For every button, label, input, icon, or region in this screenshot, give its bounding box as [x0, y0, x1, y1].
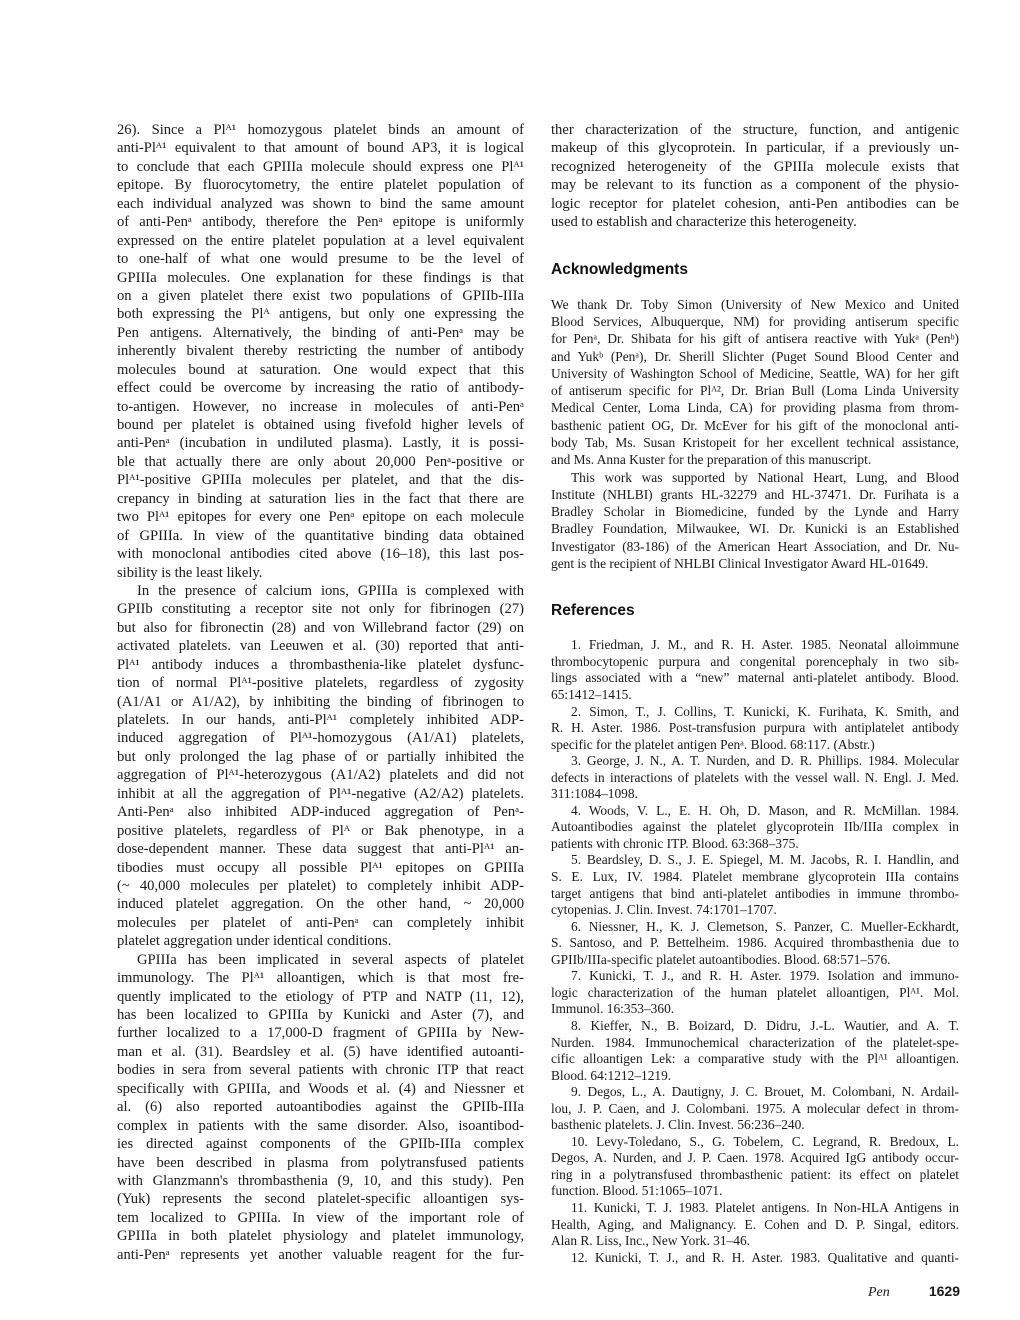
- references-list: [551, 637, 959, 1266]
- text-line: to one-half of what one would presume to be the level of: [117, 251, 524, 268]
- text-line: epitope. By fluorocytometry, the entire platelet population of: [117, 177, 524, 194]
- text-line: function. Blood. 51:1065–1071.: [551, 1183, 723, 1199]
- text-line: with monoclonal antibodies cited above (16–18), this last pos-: [117, 546, 524, 563]
- text-line: lou, J. P. Caen, and J. Colombani. 1975. A molecular defect in throm-: [551, 1100, 959, 1116]
- text-line: inhibit at all the aggregation of Plᴬ¹-negative (A2/A2) platelets.: [117, 785, 524, 802]
- text-line: gent is the recipient of NHLBI Clinical Investigator Award HL-01649.: [551, 556, 929, 572]
- text-line: GPIIb constituting a receptor site not only for fibrinogen (27): [117, 601, 524, 618]
- reference-item: [551, 1250, 959, 1267]
- right-column: [551, 121, 959, 1266]
- text-line: sibility is the least likely.: [117, 564, 263, 581]
- text-line: crepancy in binding at saturation lies in the fact that there are: [117, 490, 524, 507]
- text-line: R. H. Aster. 1986. Post-transfusion purpura with antiplatelet antibody: [551, 720, 959, 736]
- text-line: of antiserum specific for Plᴬ², Dr. Brian Bull (Loma Linda University: [551, 383, 959, 399]
- text-line: dose-dependent manner. These data suggest that anti-Plᴬ¹ an-: [117, 841, 524, 858]
- text-line: Medical Center, Loma Linda, CA) for providing plasma from throm-: [551, 400, 959, 416]
- text-line: target antigens that bind anti-platelet antibodies in immune thrombo-: [551, 885, 959, 901]
- text-line: cytopenias. J. Clin. Invest. 74:1701–1707.: [551, 902, 777, 918]
- paragraph: [551, 469, 959, 573]
- reference-item: [551, 704, 959, 754]
- text-line: inherently bivalent thereby restricting the number of antibody: [117, 343, 524, 360]
- text-line: ther characterization of the structure, function, and antigenic: [551, 122, 959, 138]
- text-line: bodies in sera from several patients with chronic ITP that react: [117, 1062, 524, 1079]
- text-line: defects in interactions of platelets with the vessel wall. N. Engl. J. Med.: [551, 769, 959, 785]
- reference-item: [551, 1018, 959, 1084]
- text-line: 11. Kunicki, T. J. 1983. Platelet antigens. In Non-HLA Antigens in: [571, 1199, 959, 1215]
- text-line: and Ms. Anna Kuster for the preparation of this manuscript.: [551, 452, 872, 468]
- text-line: immunology. The Plᴬ¹ alloantigen, which is that most fre-: [117, 970, 524, 987]
- text-line: and Yukᵇ (Penᵃ), Dr. Sherill Slichter (Puget Sound Blood Center and: [551, 348, 959, 364]
- text-line: Blood Services, Albuquerque, NM) for providing antiserum specific: [551, 313, 959, 329]
- text-line: tion of normal Plᴬ¹-positive platelets, regardless of zygosity: [117, 675, 524, 692]
- text-line: 6. Niessner, H., K. J. Clemetson, S. Panzer, C. Mueller-Eckhardt,: [571, 918, 959, 934]
- text-line: Plᴬ¹-positive GPIIIa molecules per platelet, and that the dis-: [117, 472, 524, 489]
- text-line: two Plᴬ¹ epitopes for every one Penᵃ epitope on each molecule: [117, 509, 524, 526]
- text-line: activated platelets. van Leeuwen et al. (30) reported that anti-: [117, 638, 524, 655]
- text-line: but only prolonged the lag phase of or partially inhibited the: [117, 748, 524, 765]
- text-line: to-antigen. However, no increase in molecules of anti-Penᵃ: [117, 398, 524, 415]
- text-line: 3. George, J. N., A. T. Nurden, and D. R. Phillips. 1984. Molecular: [571, 753, 959, 769]
- text-line: Pen antigens. Alternatively, the binding of anti-Penᵃ may be: [117, 324, 524, 341]
- text-line: 65:1412–1415.: [551, 687, 632, 703]
- text-line: both expressing the Plᴬ antigens, but only one expressing the: [117, 306, 524, 323]
- text-line: Health, Aging, and Malignancy. E. Cohen and D. P. Singal, editors.: [551, 1216, 959, 1232]
- text-line: Autoantibodies against the platelet glycoprotein IIb/IIIa complex in: [551, 819, 959, 835]
- text-line: thrombocytopenic purpura and congenital porencephaly in two sib-: [551, 653, 959, 669]
- text-line: 4. Woods, V. L., E. H. Oh, D. Mason, and R. McMillan. 1984.: [571, 802, 959, 818]
- reference-item: [551, 919, 959, 969]
- paragraph: [117, 951, 524, 1264]
- text-line: logic receptor for platelet cohesion, anti-Pen antibodies can be: [551, 195, 959, 212]
- text-line: cific alloantigen Lek: a comparative study with the Plᴬ¹ alloantigen.: [551, 1051, 959, 1067]
- text-line: of GPIIIa. In view of the quantitative binding data obtained: [117, 527, 524, 544]
- text-line: to conclude that each GPIIIa molecule should express one Plᴬ¹: [117, 158, 524, 175]
- running-head: Pen: [868, 1285, 890, 1300]
- text-line: 5. Beardsley, D. S., J. E. Spiegel, M. M. Jacobs, R. I. Handlin, and: [571, 852, 959, 868]
- text-line: Bradley Scholar in Biomedicine, funded by the Lynde and Harry: [551, 504, 959, 520]
- text-line: 9. Degos, L., A. Dautigny, J. C. Brouet, M. Colombani, N. Ardail-: [571, 1084, 959, 1100]
- text-line: with Glanzmann's thrombasthenia (9, 10, and this study). Pen: [117, 1172, 524, 1189]
- text-line: induced platelet aggregation. On the other hand, ~ 20,000: [117, 896, 524, 913]
- text-line: platelet aggregation under identical conditions.: [117, 933, 392, 950]
- text-line: Institute (NHLBI) grants HL-32279 and HL-37471. Dr. Furihata is a: [551, 486, 959, 502]
- text-line: each individual analyzed was shown to bind the same amount: [117, 195, 524, 212]
- paragraph: [117, 121, 524, 582]
- text-line: further localized to a 17,000-D fragment of GPIIIa by New-: [117, 1025, 524, 1042]
- text-line: quently implicated to the etiology of PTP and NATP (11, 12),: [117, 988, 524, 1005]
- text-line: makeup of this glycoprotein. In particular, if a previously un-: [551, 140, 959, 157]
- text-line: Immunol. 16:353–360.: [551, 1001, 675, 1017]
- text-line: 311:1084–1098.: [551, 786, 638, 802]
- text-line: lings associated with a “new” maternal anti-platelet antibody. Blood.: [551, 670, 959, 686]
- text-line: basthenic patient OG, Dr. McEver for his gift of the monoclonal anti-: [551, 417, 959, 433]
- text-line: man et al. (31). Beardsley et al. (5) have identified autoanti-: [117, 1043, 524, 1060]
- text-line: platelets. In our hands, anti-Plᴬ¹ completely inhibited ADP-: [117, 712, 524, 728]
- text-line: anti-Penᵃ represents yet another valuable reagent for the fur-: [117, 1246, 524, 1263]
- text-line: University of Washington School of Medicine, Seattle, WA) for her gift: [551, 365, 959, 381]
- paragraph: [551, 296, 959, 469]
- text-line: GPIIIa molecules. One explanation for these findings is that: [117, 269, 524, 286]
- text-line: expressed on the entire platelet population at a level equivalent: [117, 232, 524, 249]
- reference-item: [551, 753, 959, 803]
- text-line: induced aggregation of Plᴬ¹-homozygous (A1/A1) platelets,: [117, 730, 524, 747]
- text-line: Blood. 64:1212–1219.: [551, 1067, 672, 1083]
- text-line: complex in patients with the same disorder. Also, isoantibod-: [117, 1117, 524, 1134]
- text-line: body Tab, Ms. Susan Kristopeit for her excellent technical assistance,: [551, 435, 959, 450]
- acknowledgments-heading: Acknowledgments: [551, 260, 688, 278]
- text-line: Alan R. Liss, Inc., New York. 31–46.: [551, 1233, 750, 1249]
- text-line: Anti-Penᵃ also inhibited ADP-induced aggregation of Penᵃ-: [117, 804, 524, 821]
- text-line: positive platelets, regardless of Plᴬ or Bak phenotype, in a: [117, 822, 524, 839]
- references-heading: References: [551, 602, 635, 620]
- text-line: ring in a polytransfused thrombasthenic patient: its effect on platelet: [551, 1166, 959, 1182]
- text-line: specific for the platelet antigen Penᵃ. Blood. 68:117. (Abstr.): [551, 736, 875, 752]
- reference-item: [551, 637, 959, 703]
- text-line: (~ 40,000 molecules per platelet) to completely inhibit ADP-: [117, 877, 524, 894]
- text-line: molecules per platelet of anti-Penᵃ can completely inhibit: [117, 914, 524, 931]
- text-line: S. Santoso, and P. Bettelheim. 1986. Acquired thrombasthenia due to: [551, 935, 959, 951]
- text-line: 8. Kieffer, N., B. Boizard, D. Didru, J.-L. Wautier, and A. T.: [571, 1017, 959, 1033]
- text-line: for Penᵃ, Dr. Shibata for his gift of antisera reactive with Yukᵃ (Penᵇ): [551, 331, 959, 347]
- page-number: 1629: [928, 1283, 960, 1299]
- intro-text: [551, 121, 959, 232]
- reference-item: [551, 803, 959, 853]
- text-line: al. (6) also reported autoantibodies against the GPIIb-IIIa: [117, 1099, 524, 1116]
- text-line: on a given platelet there exist two populations of GPIIb-IIIa: [117, 287, 524, 304]
- text-line: This work was supported by National Heart, Lung, and Blood: [571, 469, 959, 485]
- text-line: used to establish and characterize this heterogeneity.: [551, 214, 857, 231]
- text-line: 26). Since a Plᴬ¹ homozygous platelet binds an amount of: [117, 122, 524, 138]
- reference-item: [551, 1084, 959, 1134]
- reference-item: [551, 1134, 959, 1200]
- text-line: 12. Kunicki, T. J., and R. H. Aster. 1983. Qualitative and quanti-: [571, 1249, 959, 1265]
- text-line: We thank Dr. Toby Simon (University of New Mexico and United: [551, 296, 959, 312]
- text-line: 2. Simon, T., J. Collins, T. Kunicki, K. Furihata, K. Smith, and: [571, 703, 959, 719]
- text-line: effect could be overcome by increasing the ratio of antibody-: [117, 380, 524, 397]
- text-line: anti-Penᵃ (incubation in undiluted plasma). Lastly, it is possi-: [117, 435, 524, 452]
- text-line: bound per platelet is obtained using fivefold higher levels of: [117, 417, 524, 433]
- text-line: ies directed against components of the GPIIb-IIIa complex: [117, 1136, 524, 1153]
- text-line: 7. Kunicki, T. J., and R. H. Aster. 1979. Isolation and immuno-: [571, 968, 959, 984]
- text-line: GPIIIa has been implicated in several aspects of platelet: [137, 951, 524, 968]
- text-line: Degos, A. Nurden, and J. P. Caen. 1978. Acquired IgG antibody occur-: [551, 1150, 959, 1166]
- reference-item: [551, 968, 959, 1018]
- text-line: recognized heterogeneity of the GPIIIa molecule exists that: [551, 158, 959, 175]
- text-line: molecules bound at saturation. One would expect that this: [117, 361, 524, 378]
- text-line: have been described in plasma from polytransfused patients: [117, 1154, 524, 1171]
- text-line: ble that actually there are only about 20,000 Penᵃ-positive or: [117, 453, 524, 470]
- reference-item: [551, 1200, 959, 1250]
- text-line: (Yuk) represents the second platelet-specific alloantigen sys-: [117, 1191, 524, 1208]
- text-line: has been localized to GPIIIa by Kunicki and Aster (7), and: [117, 1007, 524, 1023]
- text-line: basthenic platelets. J. Clin. Invest. 56:236–240.: [551, 1117, 805, 1133]
- text-line: Bradley Foundation, Milwaukee, WI. Dr. Kunicki is an Established: [551, 521, 959, 537]
- acknowledgments-text: [551, 296, 959, 573]
- text-line: specifically with GPIIIa, and Woods et al. (4) and Niessner et: [117, 1080, 524, 1097]
- text-line: In the presence of calcium ions, GPIIIa is complexed with: [137, 582, 524, 599]
- page-footer: [868, 1283, 960, 1301]
- text-line: GPIIIa in both platelet physiology and platelet immunology,: [117, 1228, 524, 1245]
- text-line: (A1/A1 or A1/A2), by inhibiting the binding of fibrinogen to: [117, 693, 524, 710]
- text-line: logic characterization of the human platelet alloantigen, Plᴬ¹. Mol.: [551, 984, 959, 1000]
- text-line: S. E. Lux, IV. 1984. Platelet membrane glycoprotein IIIa contains: [551, 869, 959, 885]
- reference-item: [551, 852, 959, 918]
- text-line: GPIIb/IIIa-specific platelet autoantibodies. Blood. 68:571–576.: [551, 951, 891, 967]
- text-line: 10. Levy-Toledano, S., G. Tobelem, C. Legrand, R. Bredoux, L.: [571, 1133, 959, 1149]
- text-line: of anti-Penᵃ antibody, therefore the Penᵃ epitope is uniformly: [117, 214, 524, 231]
- text-line: but also for fibronectin (28) and von Willebrand factor (29) on: [117, 619, 524, 636]
- paragraph: [551, 121, 959, 232]
- text-line: patients with chronic ITP. Blood. 63:368–375.: [551, 835, 799, 851]
- text-line: tibodies must occupy all possible Plᴬ¹ epitopes on GPIIIa: [117, 859, 524, 876]
- text-line: Investigator (83-186) of the American Heart Association, and Dr. Nu-: [551, 538, 959, 554]
- text-line: tem localized to GPIIIa. In view of the important role of: [117, 1209, 524, 1226]
- left-column: [117, 121, 524, 1264]
- paragraph: [117, 582, 524, 951]
- text-line: may be relevant to its function as a component of the physio-: [551, 177, 959, 194]
- text-line: Plᴬ¹ antibody induces a thrombasthenia-like platelet dysfunc-: [117, 656, 524, 673]
- text-line: Nurden. 1984. Immunochemical characterization of the platelet-spe-: [551, 1034, 959, 1050]
- text-line: anti-Plᴬ¹ equivalent to that amount of bound AP3, it is logical: [117, 140, 524, 157]
- text-line: aggregation of Plᴬ¹-heterozygous (A1/A2) platelets and did not: [117, 767, 524, 784]
- text-line: 1. Friedman, J. M., and R. H. Aster. 1985. Neonatal alloimmune: [571, 637, 959, 653]
